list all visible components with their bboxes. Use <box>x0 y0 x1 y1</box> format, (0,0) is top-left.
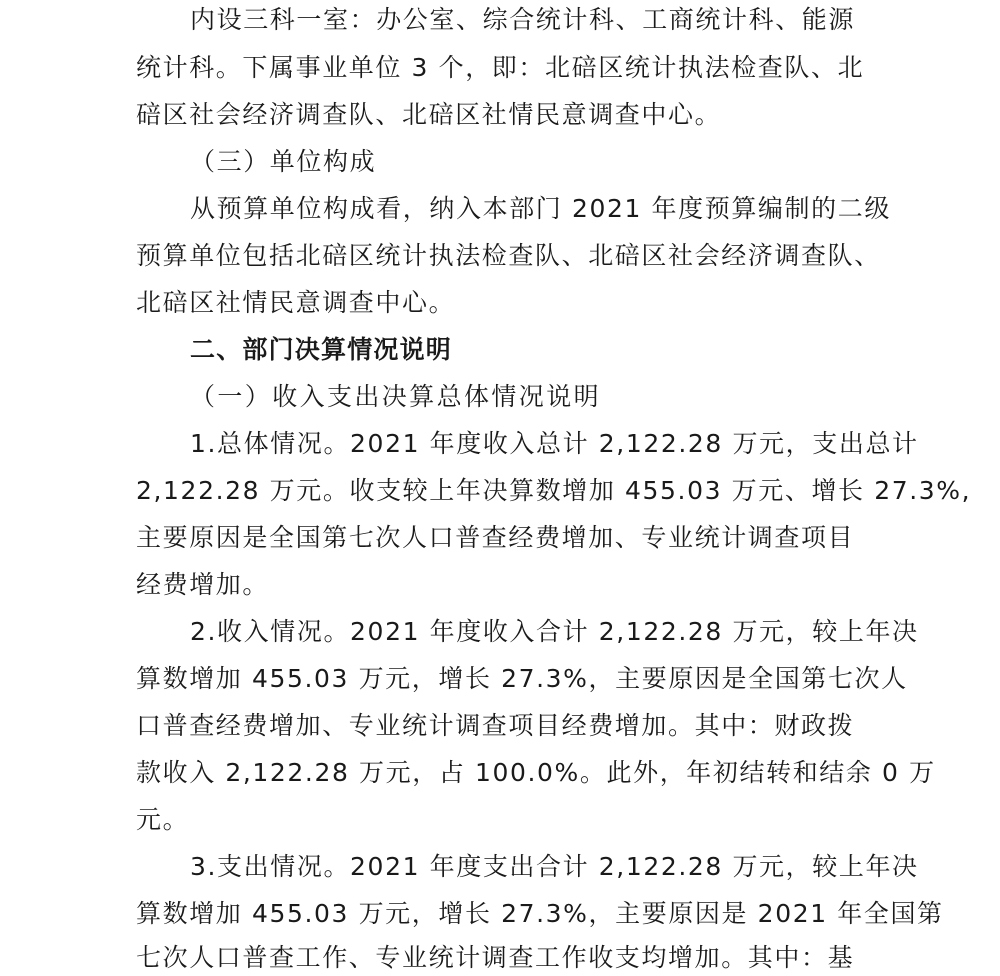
text-line: 碚区社会经济调查队、北碚区社情民意调查中心。 <box>136 100 722 129</box>
text-line: 北碚区社情民意调查中心。 <box>136 288 456 317</box>
text-line: 算数增加 455.03 万元，增长 27.3%，主要原因是 2021 年全国第 <box>136 899 944 928</box>
text-line: 内设三科一室：办公室、综合统计科、工商统计科、能源 <box>190 5 856 34</box>
text-line: 3.支出情况。2021 年度支出合计 2,122.28 万元，较上年决 <box>190 852 919 881</box>
text-line: 从预算单位构成看，纳入本部门 2021 年度预算编制的二级 <box>190 194 891 223</box>
text-line: 2.收入情况。2021 年度收入合计 2,122.28 万元，较上年决 <box>190 617 919 646</box>
section-heading: （三）单位构成 <box>190 147 377 176</box>
text-line: 预算单位包括北碚区统计执法检查队、北碚区社会经济调查队、 <box>136 241 881 270</box>
subsection-heading: （一）收入支出决算总体情况说明 <box>190 382 602 411</box>
text-line: 元。 <box>136 805 190 834</box>
text-line: 经费增加。 <box>136 570 270 599</box>
chapter-heading: 二、部门决算情况说明 <box>190 335 453 364</box>
text-line: 口普查经费增加、专业统计调查项目经费增加。其中：财政拨 <box>136 711 855 740</box>
text-line: 主要原因是全国第七次人口普查经费增加、专业统计调查项目 <box>136 523 855 552</box>
text-line: 七次人口普查工作、专业统计调查工作收支均增加。其中：基 <box>136 943 855 972</box>
text-line: 2,122.28 万元。收支较上年决算数增加 455.03 万元、增长 27.3%, <box>136 476 972 505</box>
text-line: 款收入 2,122.28 万元，占 100.0%。此外，年初结转和结余 0 万 <box>136 758 936 787</box>
text-line: 统计科。下属事业单位 3 个，即：北碚区统计执法检查队、北 <box>136 53 865 82</box>
text-line: 算数增加 455.03 万元，增长 27.3%，主要原因是全国第七次人 <box>136 664 908 693</box>
text-line: 1.总体情况。2021 年度收入总计 2,122.28 万元，支出总计 <box>190 429 919 458</box>
